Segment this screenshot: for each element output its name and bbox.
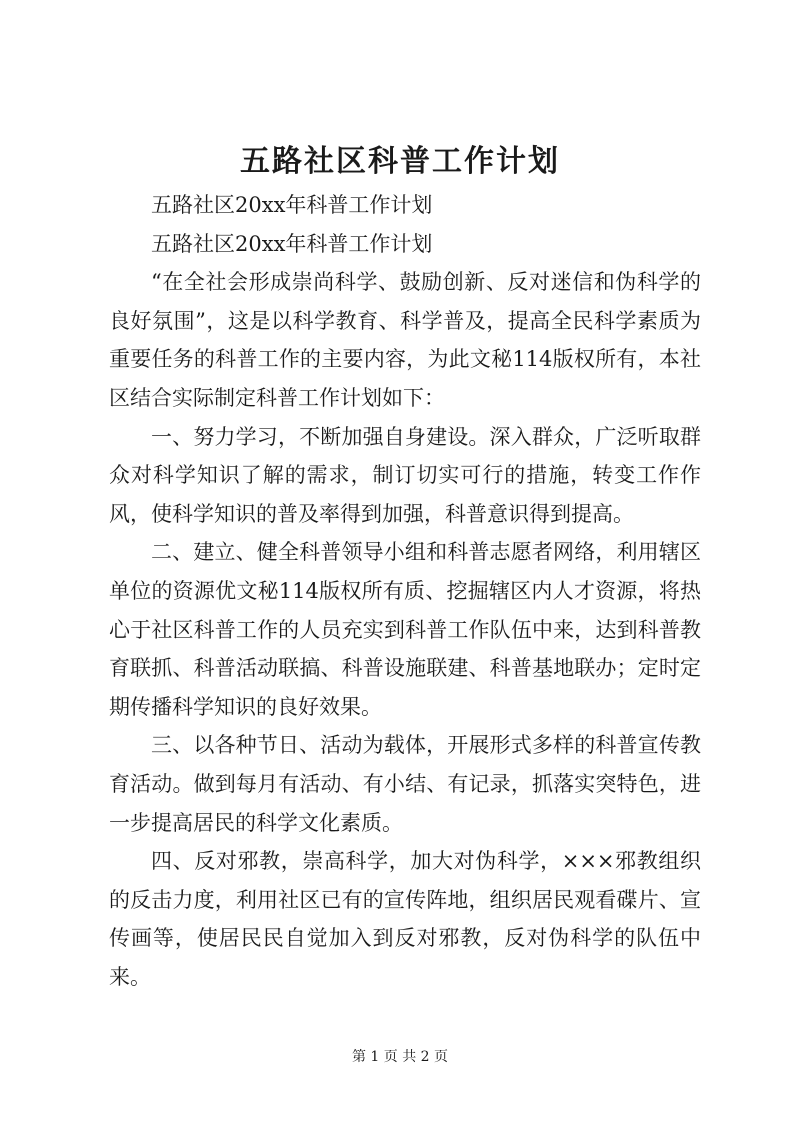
section-four-paragraph: 四、反对邪教，崇高科学，加大对伪科学，×××邪教组织的反击力度，利用社区已有的宣传阵地，组织居民观看碟片、宣传画等，使居民民自觉加入到反对邪教，反对伪科学的队伍中来。 xyxy=(109,849,701,989)
subtitle-line-repeat: 五路社区20xx年科普工作计划 xyxy=(151,231,433,256)
subtitle-line: 五路社区20xx年科普工作计划 xyxy=(151,193,433,217)
section-three-paragraph: 三、以各种节日、活动为载体，开展形式多样的科普宣传教育活动。做到每月有活动、有小结、有记录，抓落实突特色，进一步提高居民的科学文化素质。 xyxy=(109,733,701,835)
intro-paragraph: “在全社会形成崇尚科学、鼓励创新、反对迷信和伪科学的良好氛围”，这是以科学教育、科学普及，提高全民科学素质为重要任务的科普工作的主要内容，为此文秘114版权所有，本社区结合实际制定科普工作计划如下： xyxy=(109,270,701,410)
section-one-paragraph: 一、努力学习，不断加强自身建设。深入群众，广泛听取群众对科学知识了解的需求，制订切实可行的措施，转变工作作风，使科学知识的普及率得到加强，科普意识得到提高。 xyxy=(109,424,701,526)
document-body xyxy=(109,186,701,996)
section-two-paragraph: 二、建立、健全科普领导小组和科普志愿者网络，利用辖区单位的资源优文秘114版权所有质、挖掘辖区内人才资源，将热心于社区科普工作的人员充实到科普工作队伍中来，达到科普教育联抓、科普活动联搞、科普设施联建、科普基地联办；定时定期传播科学知识的良好效果。 xyxy=(109,540,701,719)
page-title: 五路社区科普工作计划 xyxy=(240,144,560,179)
page-number-footer: 第 1 页 共 2 页 xyxy=(351,1049,449,1065)
